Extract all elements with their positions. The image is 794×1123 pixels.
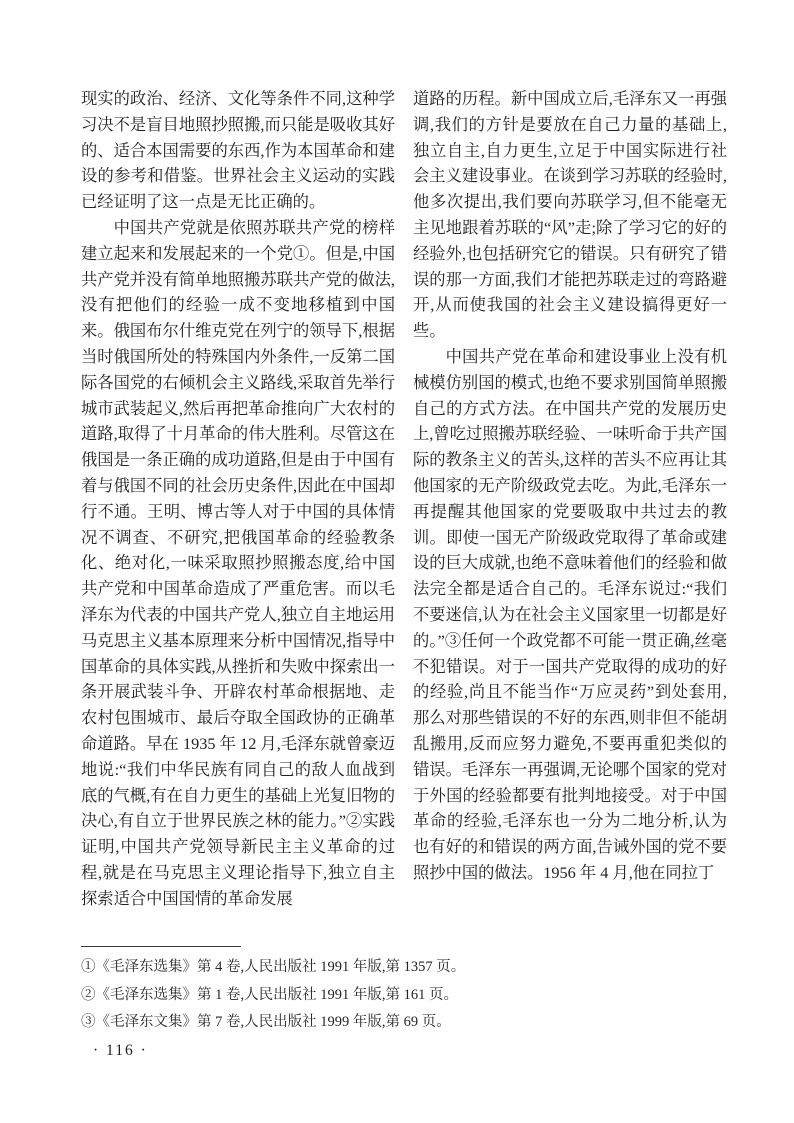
footnote: ②《毛泽东选集》第 1 卷,人民出版社 1991 年版,第 161 页。 — [81, 986, 458, 1003]
body-paragraph: 中国共产党在革命和建设事业上没有机械模仿别国的模式,也绝不要求别国简单照搬自己的方式方法。在中国共产党的发展历史上,曾吃过照搬苏联经验、一味听命于共产国际的教条主义的苦头,这样的苦头不应再让其他国家的无产阶级政党去吃。为此,毛泽东一再提醒其他国家的党要吸取中共过去的教训。即使一国无产阶级政党取得了革命或建设的巨大成就,也绝不意味着他们的经验和做法完全都是适合自己的。毛泽东说过:“我们不要迷信,认为在社会主义国家里一切都是好的。”③任何一个政党都不可能一贯正确,丝毫不犯错误。对于一国共产党取得的成功的好的经验,尚且不能当作“万应灵药”到处套用,那么对那些错误的不好的东西,则非但不能胡乱搬用,反而应努力避免,不要再重犯类似的错误。毛泽东一再强调,无论哪个国家的党对于外国的经验都要有批判地接受。对于中国革命的经验,毛泽东也一分为二地分析,认为也有好的和错误的两方面,告诫外国的党不要照抄中国的做法。1956 年 4 月,他在同拉丁 — [413, 346, 727, 882]
right-column — [413, 86, 727, 912]
body-paragraph: 中国共产党就是依照苏联共产党的榜样建立起来和发展起来的一个党①。但是,中国共产党并没有简单地照搬苏联共产党的做法,没有把他们的经验一成不变地移植到中国来。俄国布尔什维克党在列宁的领导下,根据当时俄国所处的特殊国内外条件,一反第二国际各国党的右倾机会主义路线,采取首先举行城市武装起义,然后再把革命推向广大农村的道路,取得了十月革命的伟大胜利。尽管这在俄国是一条正确的成功道路,但是由于中国有着与俄国不同的社会历史条件,因此在中国却行不通。王明、博古等人对于中国的具体情况不调查、不研究,把俄国革命的经验教条化、绝对化,一味采取照抄照搬态度,给中国共产党和中国革命造成了严重危害。而以毛泽东为代表的中国共产党人,独立自主地运用马克思主义基本原理来分析中国情况,指导中国革命的具体实践,从挫折和失败中探索出一条开展武装斗争、开辟农村革命根据地、走农村包围城市、最后夺取全国政协的正确革命道路。早在 1935 年 12 月,毛泽东就曾豪迈地说:“我们中华民族有同自己的敌人血战到底的气概,有在自力更生的基础上光复旧物的决心,有自立于世界民族之林的能力。”②实践证明,中国共产党领导新民主主义革命的过程,就是在马克思主义理论指导下,独立自主探索适合中国国情的革命发展 — [81, 217, 395, 908]
page-number: · 116 · — [93, 1042, 148, 1059]
footnotes-section — [81, 946, 741, 1037]
left-column — [81, 86, 395, 912]
two-column-layout — [81, 86, 727, 912]
body-paragraph: 道路的历程。新中国成立后,毛泽东又一再强调,我们的方针是要放在自己力量的基础上,独立自主,自力更生,立足于中国实际进行社会主义建设事业。在谈到学习苏联的经验时,他多次提出,我们要向苏联学习,但不能毫无主见地跟着苏联的“风”走;除了学习它的好的经验外,也包括研究它的错误。只有研究了错误的那一方面,我们才能把苏联走过的弯路避开,从而使我国的社会主义建设搞得更好一些。 — [413, 89, 727, 341]
body-paragraph: 现实的政治、经济、文化等条件不同,这种学习决不是盲目地照抄照搬,而只能是吸收其好的、适合本国需要的东西,作为本国革命和建设的参考和借鉴。世界社会主义运动的实践已经证明了这一点是无比正确的。 — [81, 89, 395, 212]
footnote-list — [81, 954, 741, 1037]
footnote-divider — [81, 946, 241, 947]
page-body — [81, 86, 727, 912]
footnote: ①《毛泽东选集》第 4 卷,人民出版社 1991 年版,第 1357 页。 — [81, 959, 466, 975]
footnote: ③《毛泽东文集》第 7 卷,人民出版社 1999 年版,第 69 页。 — [81, 1014, 451, 1030]
